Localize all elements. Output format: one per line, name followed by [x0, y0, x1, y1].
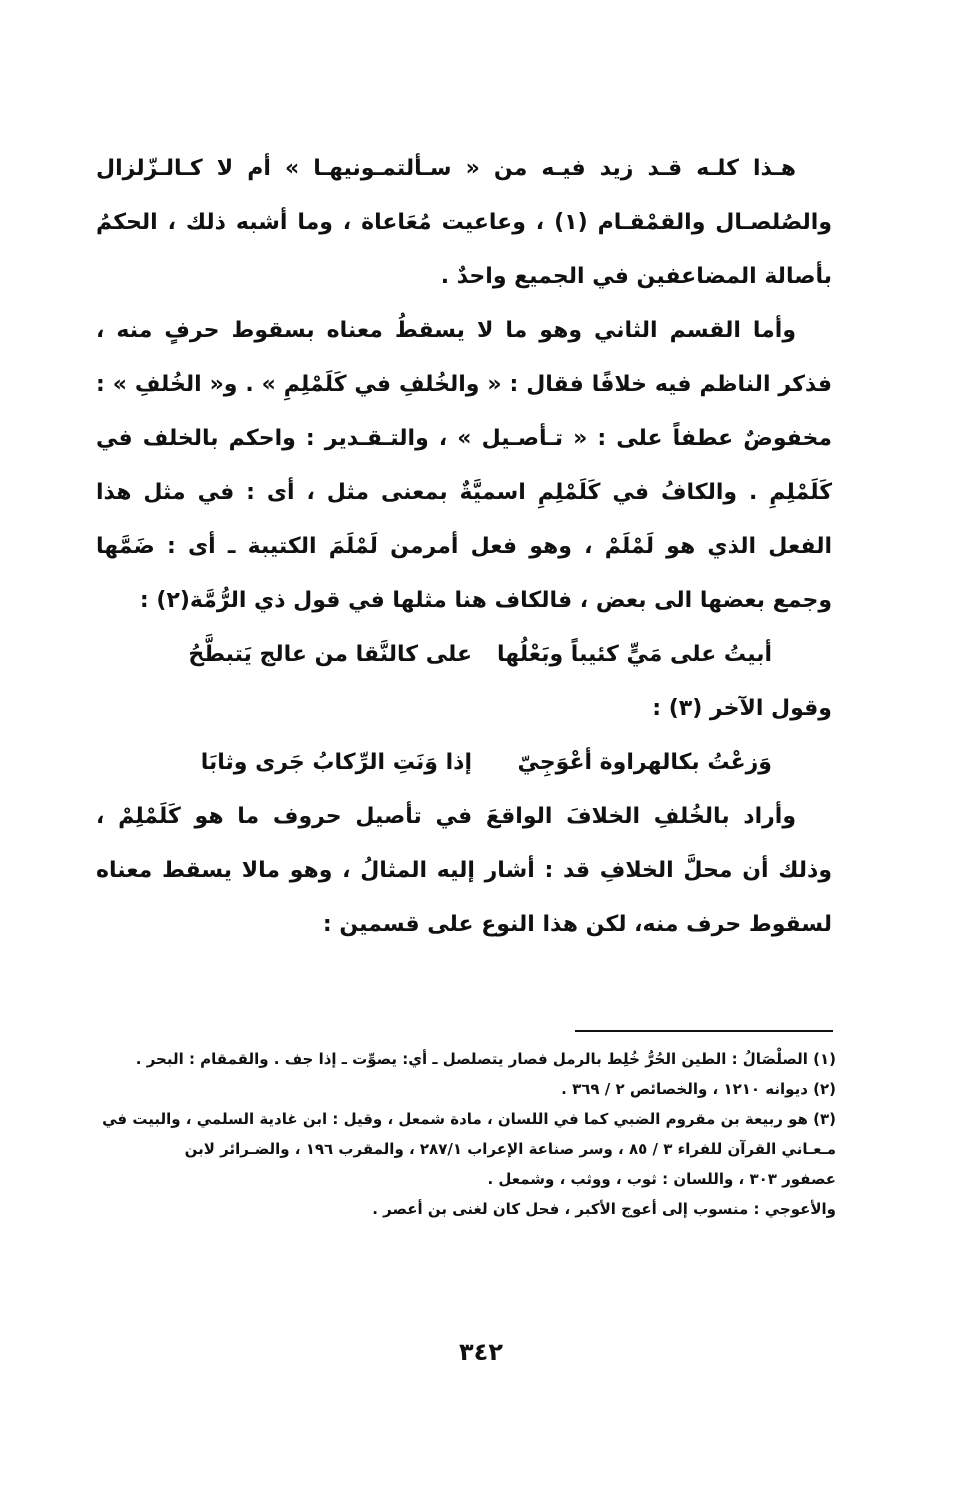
- footnote-4: والأعوجي : منسوب إلى أعوج الأكبر ، فحل كان لغنى بن أعصر .: [372, 1200, 836, 1218]
- footnotes: [96, 1044, 836, 1224]
- footnote-1: (١) الصلْصَالُ : الطين الحُرُّ خُلِط بالرمل فصار يتصلصل ـ أي: يصوِّت ـ إذا جف . والقمقام : البحر .: [135, 1050, 836, 1068]
- footnote-2: (٢) ديوانه ١٢١٠ ، والخصائص ٢ / ٣٦٩ .: [561, 1080, 836, 1098]
- page-number: ٣٤٢: [459, 1338, 503, 1366]
- paragraph-3: وأراد بالخُلفِ الخلافَ الواقعَ في تأصيل حروف ما هو كَلَمْلِمْ ، وذلك أن محلَّ الخلافِ قد : أشار إليه المثالُ ، وهو مالا يسقط معناه لسقوط حرف منه، لكن هذا النوع على قسمين :: [96, 804, 832, 937]
- main-text: [96, 142, 832, 952]
- verse-2: [96, 736, 832, 790]
- verse-2-second-hemistich: إذا وَنَتِ الرِّكابُ جَرى وثابَا: [200, 750, 472, 775]
- verse-2-first-hemistich: وَزعْتُ بكالهراوة أعْوَجِيّ: [517, 750, 772, 775]
- paragraph-1: هـذا كلـه قـد زيد فيـه من « سـألتمـونيهـا » أم لا كـالـزّلزال والصُلصـال والقمْقـام (١) ، وعاعيت مُعَاعاة ، وما أشبه ذلك ، الحكمُ بأصالة المضاعفين في الجميع واحدٌ .: [96, 156, 832, 289]
- verse-1: [96, 628, 832, 682]
- footnote-3-continuation: مـعـاني القرآن للفراء ٣ / ٨٥ ، وسر صناعة الإعراب ٢٨٧/١ ، والمقرب ١٩٦ ، والضـرائر لابن: [184, 1140, 836, 1158]
- verse-1-first-hemistich: أبيتُ على مَيٍّ كئيباً وبَعْلُها: [497, 642, 772, 667]
- footnote-separator: [575, 1030, 833, 1032]
- verse-1-second-hemistich: على كالنَّقا من عالج يَتبطَّحُ: [188, 642, 472, 667]
- footnote-3: (٣) هو ربيعة بن مقروم الضبي كما في اللسان ، مادة شمعل ، وقيل : ابن غادية السلمي ، والبيت في: [102, 1110, 836, 1128]
- footnote-3-continuation-2: عصفور ٣٠٣ ، واللسان : ثوب ، ووثب ، وشمعل .: [487, 1170, 836, 1188]
- paragraph-2: وأما القسم الثاني وهو ما لا يسقطُ معناه بسقوط حرفٍ منه ، فذكر الناظم فيه خلافًا فقال : « والخُلفِ في كَلَمْلِمِ » . و« الخُلفِ » : مخفوضٌ عطفاً على : « تـأصـيل » ، والتـقـدير : واحكم بالخلف في كَلَمْلِمِ . والكافُ في كَلَمْلِمِ اسميَّةٌ بمعنى مثل ، أى : في مثل هذا الفعل الذي هو لَمْلَمْ ، وهو فعل أمرمن لَمْلَمَ الكتيبة ـ أى : ضَمَّها وجمع بعضها الى بعض ، فالكاف هنا مثلها في قول ذي الرُّمَّة(٢) :: [96, 318, 832, 613]
- verse-2-intro: وقول الآخر (٣) :: [652, 696, 832, 721]
